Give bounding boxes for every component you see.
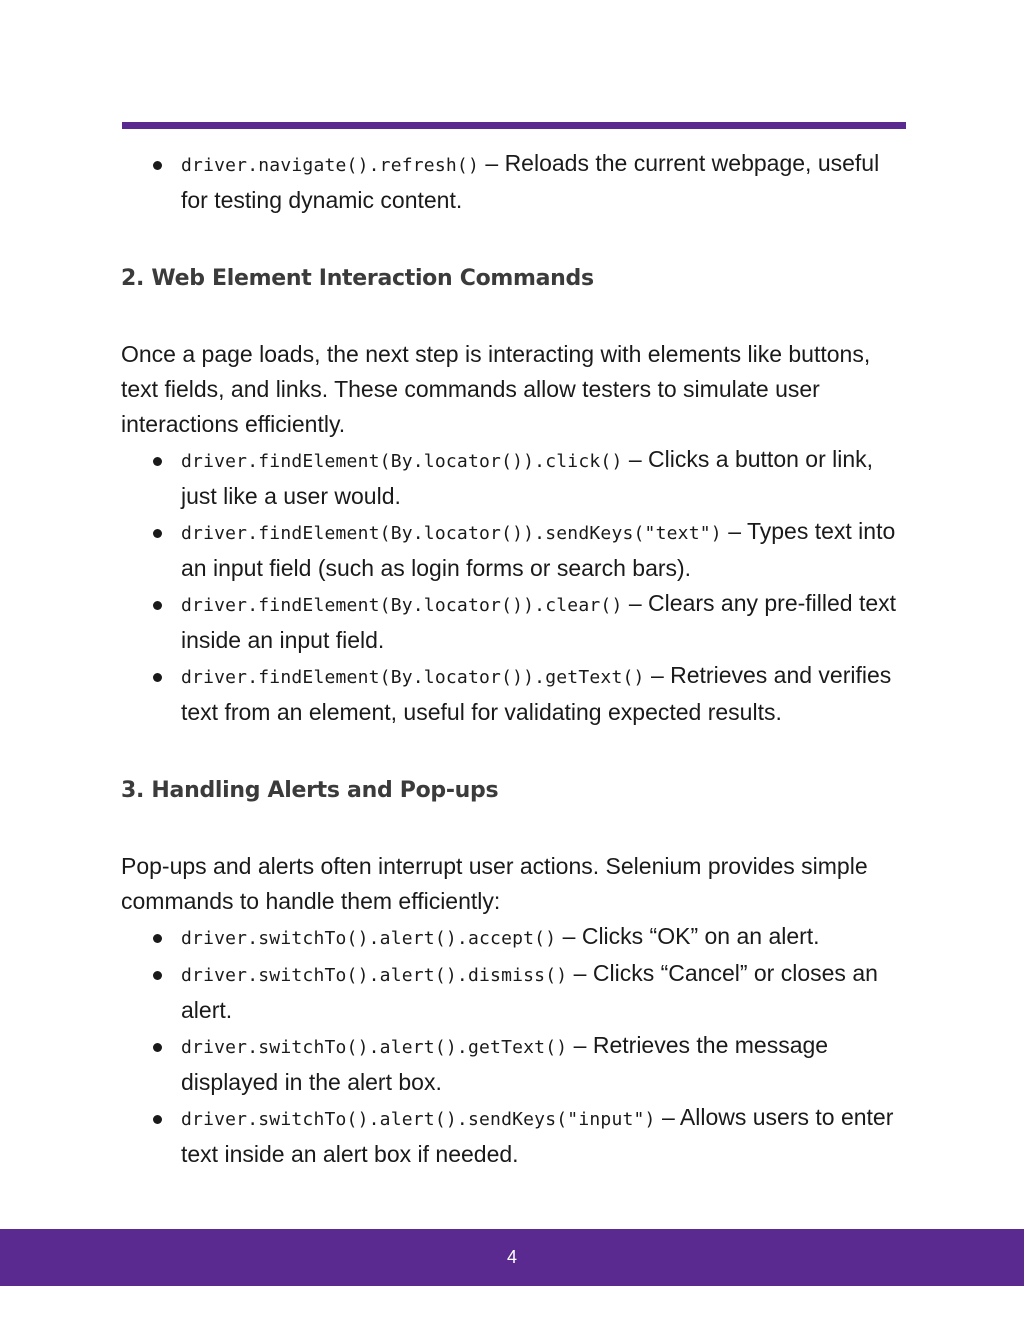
refresh-bullet-list [121, 146, 911, 218]
list-item [121, 514, 911, 586]
section-intro-alerts: Pop-ups and alerts often interrupt user actions. Selenium provides simple commands to handle them efficiently: [121, 853, 868, 914]
item-description: – Clicks “Cancel” or closes an alert. [181, 960, 878, 1023]
list-item [121, 956, 911, 1028]
bullet-icon [153, 1043, 162, 1052]
section-heading-alerts: 3. Handling Alerts and Pop-ups [121, 778, 499, 803]
bullet-icon [153, 934, 162, 943]
section-intro-web-element: Once a page loads, the next step is interacting with elements like buttons, text fields, and links. These commands allow testers to simulate user interactions efficiently. [121, 341, 871, 437]
item-description: – Retrieves the message displayed in the alert box. [181, 1032, 829, 1095]
bullet-icon [153, 971, 162, 980]
code-snippet: driver.findElement(By.locator()).clear() [181, 595, 623, 616]
bullet-icon [153, 673, 162, 682]
list-item [121, 1100, 911, 1172]
list-item [121, 442, 911, 514]
list-item [121, 1028, 911, 1100]
alerts-bullet-list [121, 919, 911, 1172]
code-snippet: driver.switchTo().alert().getText() [181, 1037, 568, 1058]
bullet-icon [153, 161, 162, 170]
code-snippet: driver.switchTo().alert().accept() [181, 928, 557, 949]
section-heading-web-element: 2. Web Element Interaction Commands [121, 266, 594, 291]
item-description: – Clicks a button or link, just like a user would. [181, 446, 874, 509]
code-snippet: driver.findElement(By.locator()).click() [181, 451, 623, 472]
item-description: – Retrieves and verifies text from an element, useful for validating expected results. [181, 662, 892, 725]
code-snippet: driver.findElement(By.locator()).getText() [181, 667, 645, 688]
page-footer [0, 1229, 1024, 1286]
item-description: – Clears any pre-filled text inside an input field. [181, 590, 897, 653]
code-snippet: driver.navigate().refresh() [181, 155, 479, 176]
item-description: – Reloads the current webpage, useful for testing dynamic content. [181, 150, 880, 213]
item-description: – Types text into an input field (such as login forms or search bars). [181, 518, 896, 581]
web-element-bullet-list [121, 442, 911, 730]
bullet-icon [153, 1115, 162, 1124]
list-item [121, 146, 911, 218]
list-item [121, 658, 911, 730]
code-snippet: driver.switchTo().alert().dismiss() [181, 965, 568, 986]
bullet-icon [153, 457, 162, 466]
code-snippet: driver.switchTo().alert().sendKeys("input") [181, 1109, 656, 1130]
code-snippet: driver.findElement(By.locator()).sendKeys("text") [181, 523, 722, 544]
list-item [121, 919, 911, 956]
header-rule [122, 122, 906, 129]
list-item [121, 586, 911, 658]
page-number: 4 [506, 1247, 517, 1267]
bullet-icon [153, 601, 162, 610]
bullet-icon [153, 529, 162, 538]
item-description: – Clicks “OK” on an alert. [556, 923, 820, 949]
page-content [121, 140, 911, 1172]
item-description: – Allows users to enter text inside an alert box if needed. [181, 1104, 894, 1167]
